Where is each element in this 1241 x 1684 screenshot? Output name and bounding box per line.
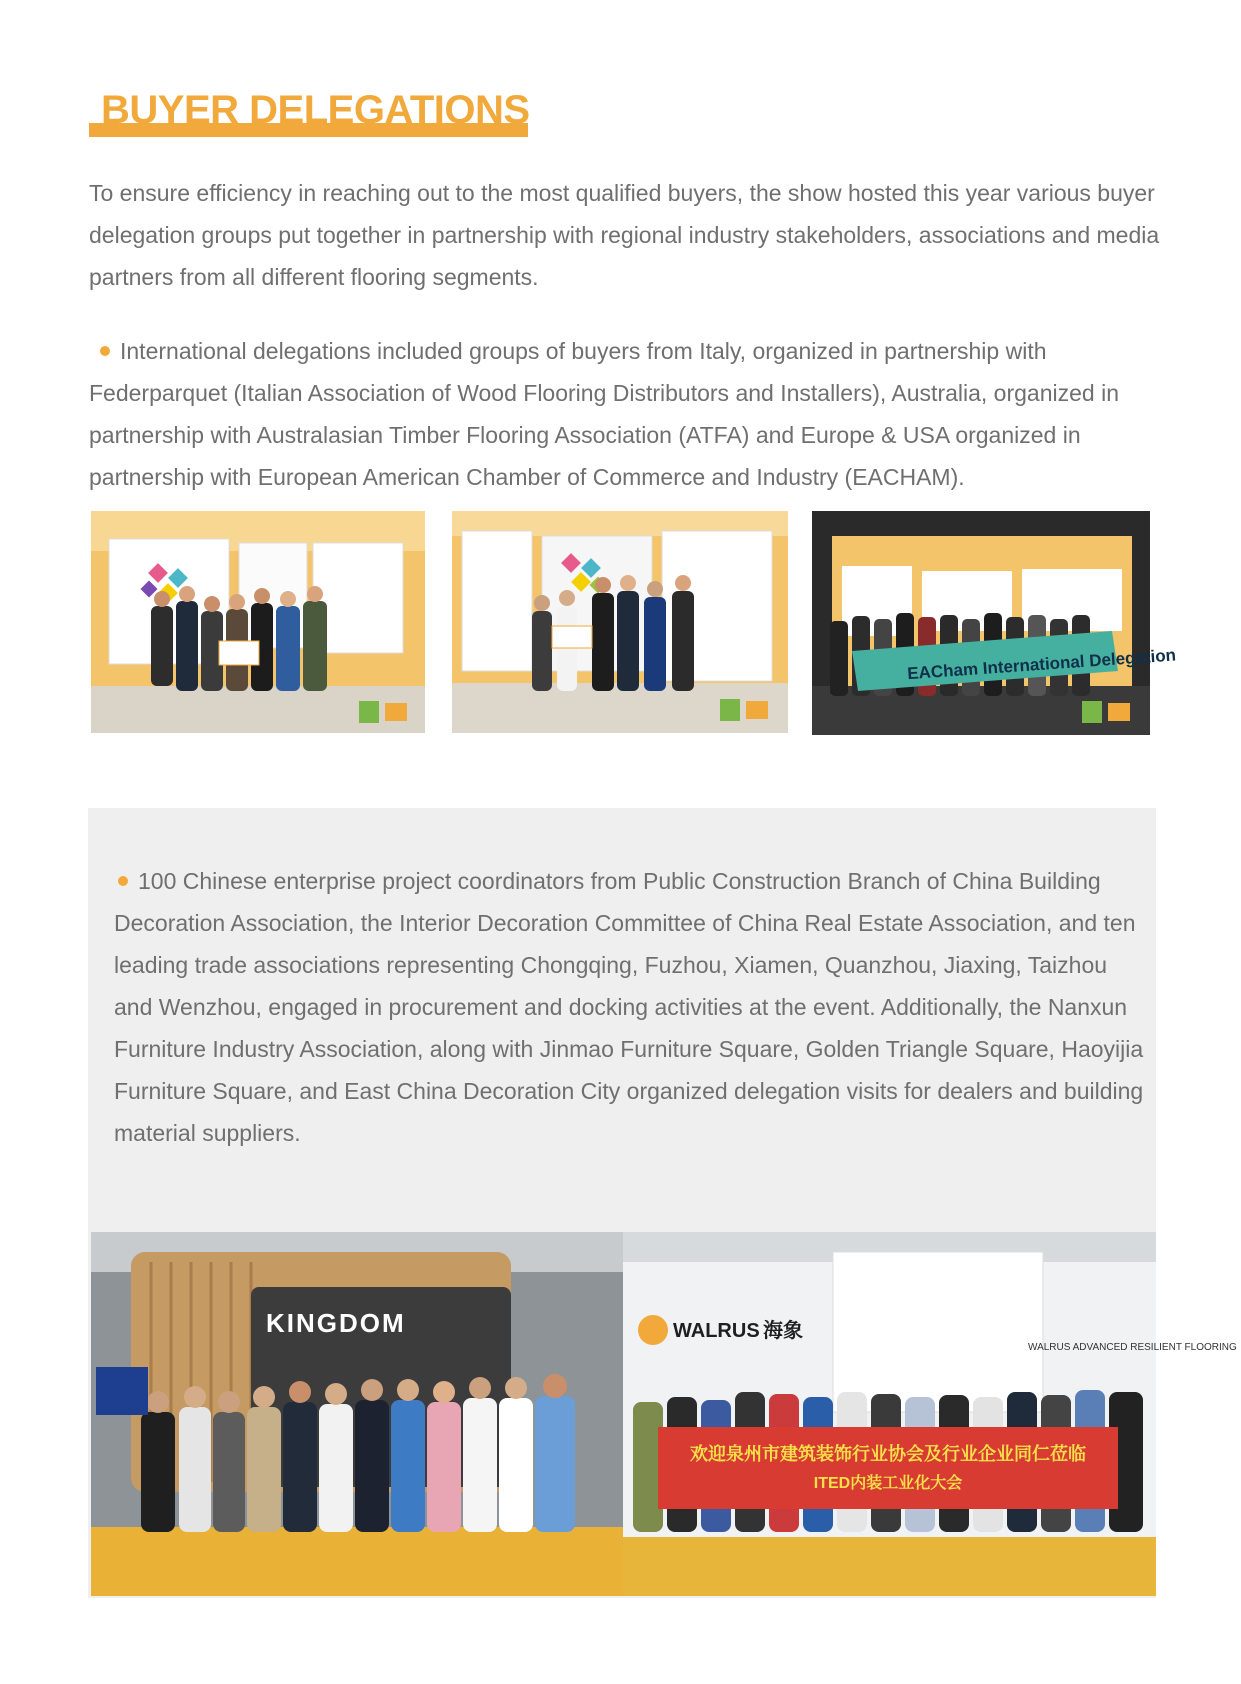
section-heading-block	[89, 88, 530, 138]
chinese-delegations-paragraph	[114, 860, 1144, 1154]
intro-paragraph: To ensure efficiency in reaching out to the most qualified buyers, the show hosted this year various buyer delegation groups put together in partnership with regional industry stakeholders, associations and media partners from all different flooring segments.	[89, 180, 1160, 290]
international-delegations-text: International delegations included groups of buyers from Italy, organized in partnership with Federparquet (Italian Association of Wood Flooring Distributors and Installers), Australia, organized in partnership with Australasian Timber Flooring Association (ATFA) and Europe & USA organized in partnership with European American Chamber of Commerce and Industry (EACHAM).	[89, 338, 1119, 490]
international-delegations-paragraph	[89, 330, 1169, 498]
bullet-dot-icon	[118, 876, 128, 886]
chinese-delegations-text: 100 Chinese enterprise project coordinators from Public Construction Branch of China Building Decoration Association, the Interior Decoration Committee of China Real Estate Association, and ten leading trade associations representing Chongqing, Fuzhou, Xiamen, Quanzhou, Jiaxing, Taizhou and Wenzhou, engaged in procurement and docking activities at the event. Additionally, the Nanxun Furniture Industry Association, along with Jinmao Furniture Square, Golden Triangle Square, Haoyijia Furniture Square, and East China Decoration City organized delegation visits for dealers and building material suppliers.	[114, 868, 1144, 1146]
delegation-photo-australia	[452, 511, 788, 733]
quanzhou-banner-line2: ITED内装工业化大会	[813, 1475, 963, 1492]
walrus-booth-group-photo	[623, 1232, 1237, 1596]
delegation-photo-eacham	[812, 511, 1177, 735]
walrus-booth-text: WALRUS ADVANCED RESILIENT FLOORING	[1028, 1342, 1237, 1353]
eacham-banner-text: EACham International Delegation	[906, 645, 1177, 684]
kingdom-booth-group-photo	[91, 1232, 623, 1596]
delegation-photo-italy	[91, 511, 425, 733]
quanzhou-banner-line1: 欢迎泉州市建筑装饰行业协会及行业企业同仁莅临	[690, 1444, 1086, 1464]
kingdom-sign-text: KINGDOM	[266, 1308, 406, 1338]
bullet-dot-icon	[100, 346, 110, 356]
section-heading: BUYER DELEGATIONS	[101, 88, 530, 132]
walrus-logo-text: WALRUS	[673, 1320, 760, 1342]
walrus-chinese-text: 海象	[763, 1320, 803, 1342]
